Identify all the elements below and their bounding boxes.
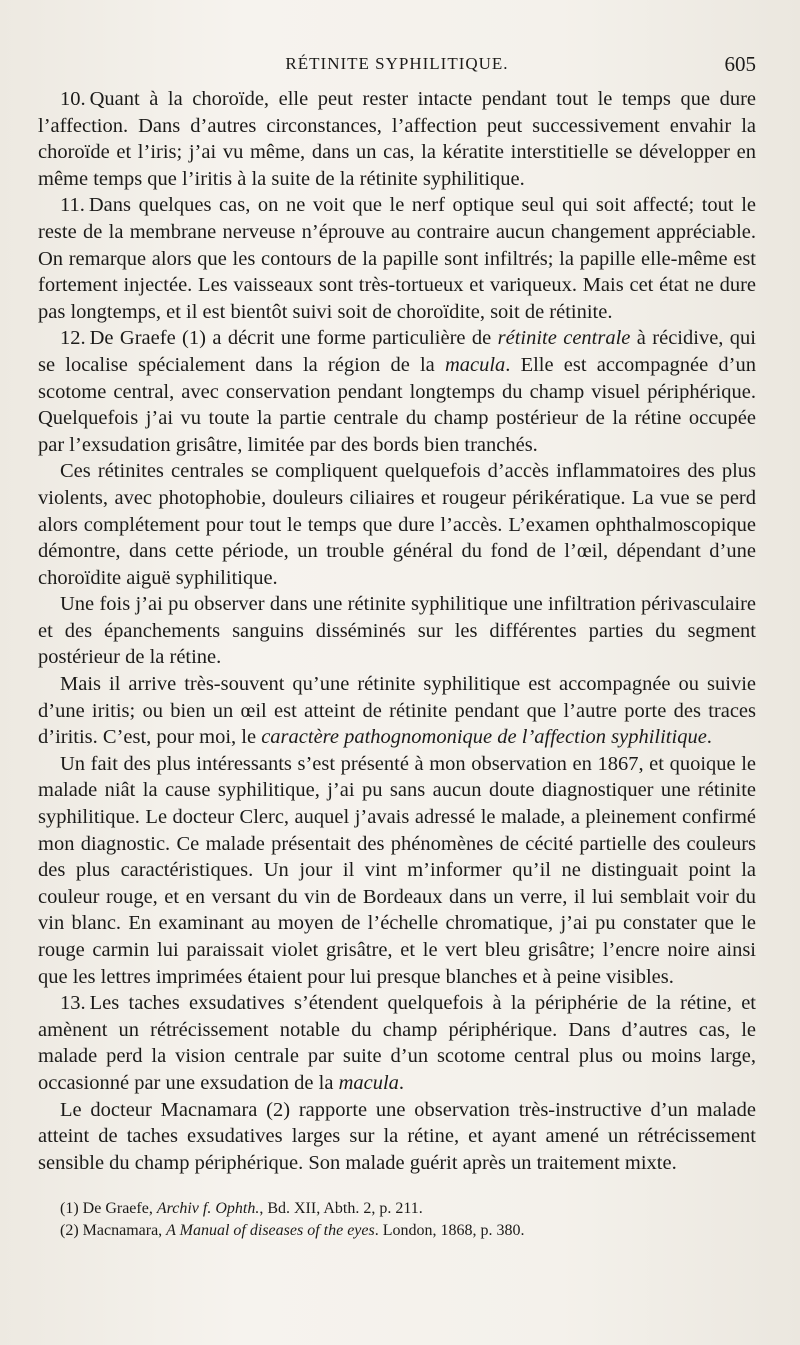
paragraph-10 (38, 86, 756, 192)
paragraph-12-iritis (38, 671, 756, 751)
paragraph-text: Dans quelques cas, on ne voit que le nerf optique seul qui soit affecté; tout le reste de la membrane nerveuse n’éprouve au contraire aucun changement appréciable. On remarque alors que les contours de la papille sont infiltrés; la papille elle-même est fortement injectée. Les vaisseaux sont très-tortueux et variqueux. Mais cet état ne dure pas longtemps, et il est bientôt suivi soit de choroïdite, soit de rétinite. (38, 194, 756, 323)
paragraph-text: . Elle est accompagnée d’un scotome central, avec conservation pendant longtemps du champ visuel périphérique. Quelquefois j’ai vu toute la partie centrale du champ postérieur de la rétine occupée par l’exsudation grisâtre, limitée par des bords bien tranchés. (38, 353, 756, 456)
footnotes (38, 1198, 756, 1242)
footnote-title: A Manual of diseases of the eyes (166, 1222, 375, 1240)
footnote-text: (2) Macnamara, (60, 1222, 167, 1240)
emphasis-text: macula (338, 1071, 399, 1094)
paragraph-text: . (398, 1071, 405, 1094)
page-header (38, 52, 756, 86)
paragraph-number: 11. (60, 194, 85, 217)
paragraph-text: Quant à la choroïde, elle peut rester intacte pendant tout le temps que dure l’affection. Dans d’autres circonstances, l’affection peut successivement envahir la choroïde et l’iris; j’ai vu même, dans un cas, la kératite interstitielle se développer en même temps que l’iritis à la suite de la rétinite syphilitique. (38, 88, 756, 190)
footnote-1 (60, 1198, 756, 1220)
paragraph-13-macnamara: Le docteur Macnamara (2) rapporte une observation très-instructive d’un malade atteint de taches exsudatives larges sur la rétine, et ayant amené un rétrécissement sensible du champ périphérique. Son malade guérit après un traitement mixte. (38, 1098, 756, 1174)
paragraph-12-infiltration: Une fois j’ai pu observer dans une rétinite syphilitique une infiltration périvasculaire et des épanchements sanguins disséminés sur les différentes parties du segment postérieur de la rétine. (38, 593, 756, 669)
footnote-text: (1) De Graefe, (60, 1200, 157, 1218)
footnote-text: . London, 1868, p. 380. (374, 1222, 525, 1240)
paragraph-12-case-1867: Un fait des plus intéressants s’est présenté à mon observation en 1867, et quoique le malade niât la cause syphilitique, j’ai pu sans aucun doute diagnostiquer une rétinite syphilitique. Le docteur Clerc, auquel j’avais adressé le malade, a pleinement confirmé mon diagnostic. Ce malade présentait des phénomènes de cécité partielle des couleurs des plus caractéristiques. Un jour il vint m’informer qu’il ne distinguait point la couleur rouge, et en versant du vin de Bordeaux dans un verre, il lui semblait voir du vin blanc. En examinant au moyen de l’échelle chromatique, j’ai pu constater que le rouge carmin lui paraissait violet grisâtre, et le vert bleu grisâtre; l’encre noire ainsi que les lettres imprimées étaient pour lui presque blanches et à peine visibles. (38, 752, 756, 988)
paragraph-text: Mais il arrive très-souvent qu’une rétinite syphilitique est accompagnée ou suivie d’une iritis; ou bien un œil est atteint de rétinite pendant que l’autre porte des traces d’iritis. C’est, pour moi, le (38, 673, 756, 749)
emphasis-text: rétinite centrale (497, 327, 631, 350)
paragraph-12-accessions: Ces rétinites centrales se compliquent quelquefois d’accès inflammatoires des plus violents, avec photophobie, douleurs ciliaires et rougeur périkératique. La vue se perd alors complétement pour tout le temps que dure l’accès. L’examen ophthalmoscopique démontre, dans cette période, un trouble général du fond de l’œil, dépendant d’une choroïdite aiguë syphilitique. (38, 460, 756, 589)
body-text (38, 86, 756, 1176)
page-number: 605 (724, 52, 756, 76)
footnote-title: Archiv f. Ophth. (156, 1200, 260, 1218)
footnote-text: , Bd. XII, Abth. 2, p. 211. (259, 1200, 423, 1218)
paragraph-13 (38, 990, 756, 1096)
emphasis-text: macula (444, 353, 506, 376)
paragraph-text: De Graefe (1) a décrit une forme particulière de (89, 327, 498, 350)
paragraph-number: 10. (60, 88, 86, 110)
paragraph-number: 12. (60, 327, 86, 350)
paragraph-12 (38, 325, 756, 458)
paragraph-text: à récidive, qui se localise spécialement dans la région de la (38, 327, 756, 376)
paragraph-number: 13. (60, 992, 86, 1015)
paragraph-11 (38, 192, 756, 325)
emphasis-text: caractère pathognomonique de l’affection syphilitique (261, 726, 707, 749)
footnote-2 (60, 1220, 756, 1242)
paragraph-text: Les taches exsudatives s’étendent quelquefois à la périphérie de la rétine, et amènent un rétrécissement notable du champ périphérique. Dans d’autres cas, le malade perd la vision centrale par suite d’un scotome central plus ou moins large, occasionné par une exsudation de la (38, 992, 756, 1094)
paragraph-text: . (706, 726, 712, 749)
running-title: RÉTINITE SYPHILITIQUE. (285, 54, 509, 73)
